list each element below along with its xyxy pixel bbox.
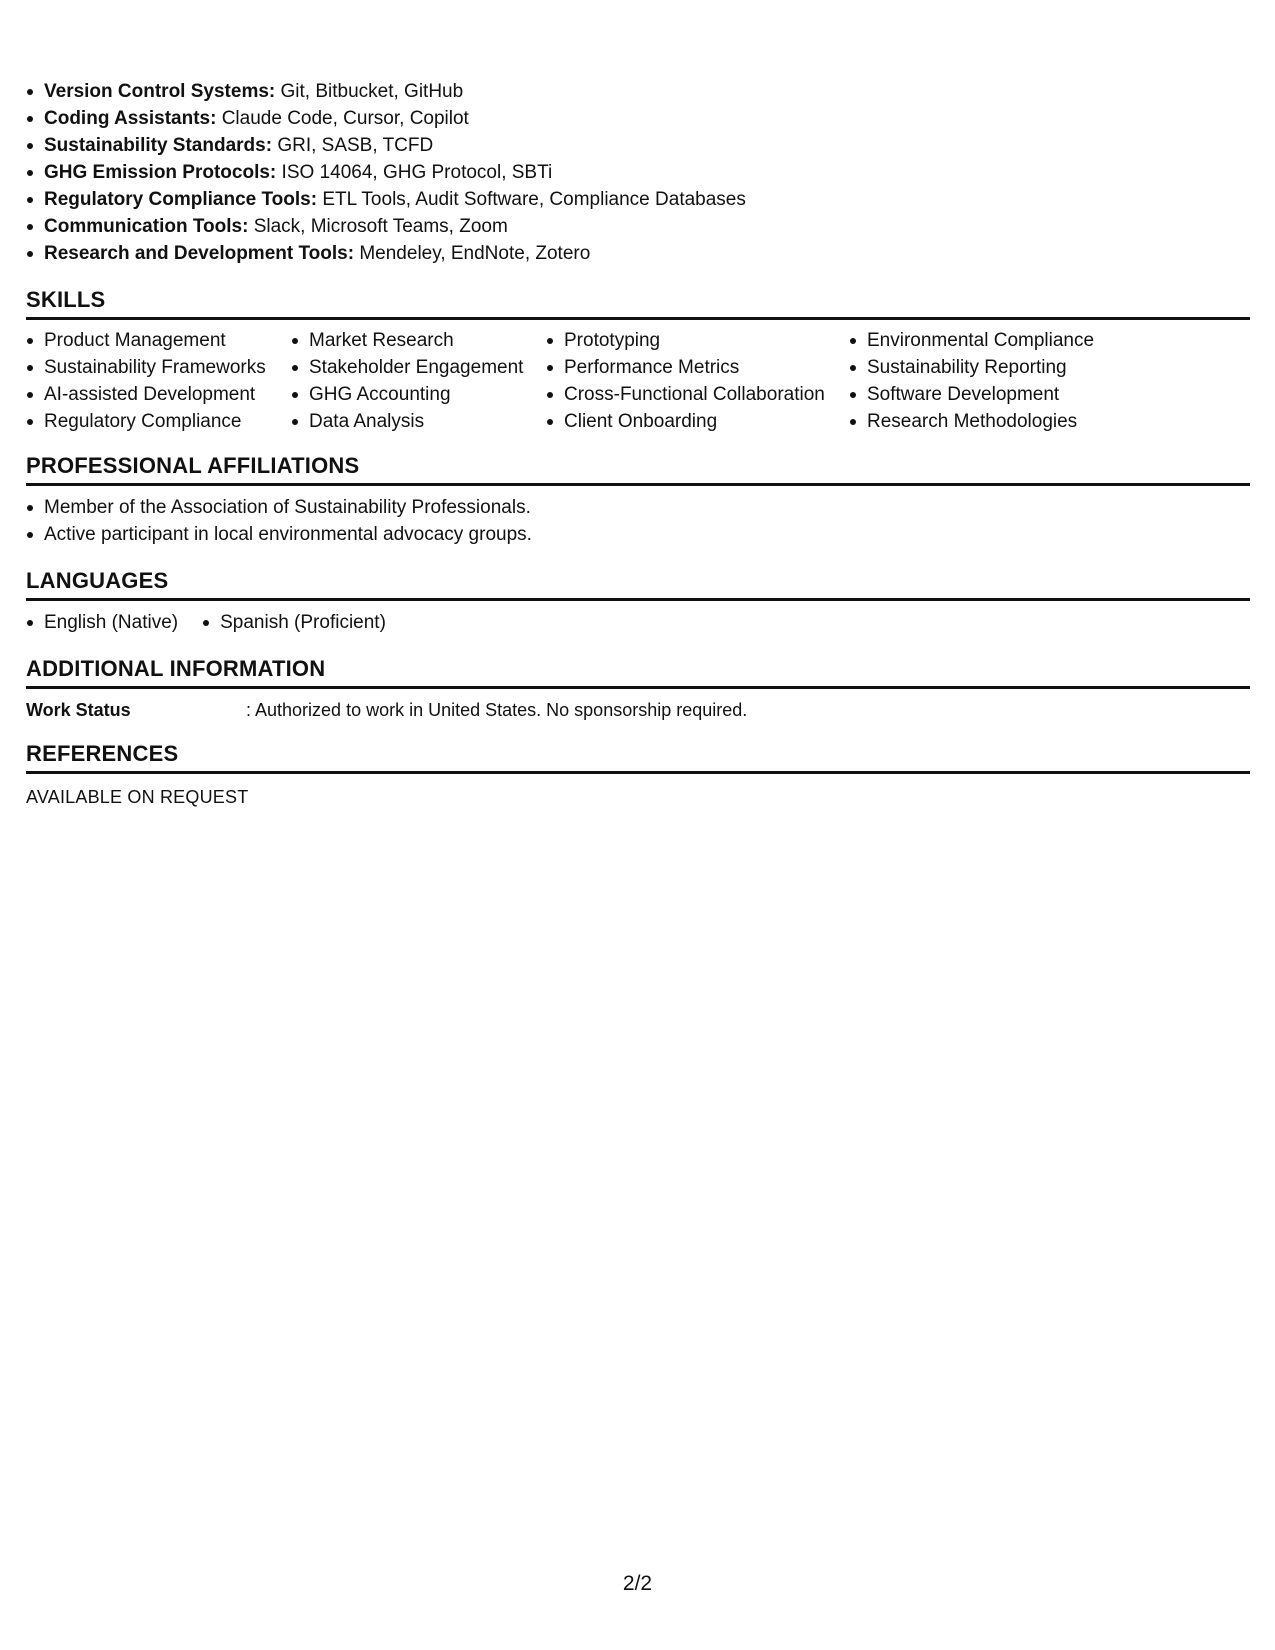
- section-title: LANGUAGES: [26, 568, 1250, 601]
- page-number: 2/2: [622, 1572, 653, 1595]
- tool-label: Research and Development Tools:: [44, 243, 355, 264]
- list-item: [26, 213, 1250, 240]
- skill-item: Regulatory Compliance: [26, 408, 291, 435]
- skill-item: Software Development: [849, 381, 1149, 408]
- resume-page: [26, 78, 1250, 810]
- list-item: [26, 186, 1250, 213]
- skill-item: Environmental Compliance: [849, 327, 1149, 354]
- list-item: [26, 240, 1250, 267]
- languages-list: [26, 609, 1250, 636]
- work-status-label: Work Status: [26, 700, 131, 720]
- languages-section: [26, 568, 1250, 636]
- skill-item: Cross-Functional Collaboration: [546, 381, 849, 408]
- work-status-value: : Authorized to work in United States. No sponsorship required.: [246, 700, 748, 720]
- skills-column: [291, 327, 546, 435]
- tool-value: ETL Tools, Audit Software, Compliance Databases: [322, 189, 746, 210]
- skill-item: Product Management: [26, 327, 291, 354]
- tools-list: [26, 78, 1250, 267]
- skills-column: [546, 327, 849, 435]
- skill-item: Stakeholder Engagement: [291, 354, 546, 381]
- section-title: REFERENCES: [26, 741, 1250, 774]
- additional-info-section: [26, 656, 1250, 723]
- tool-value: GRI, SASB, TCFD: [277, 135, 434, 156]
- skills-grid: [26, 327, 1250, 435]
- skill-item: Client Onboarding: [546, 408, 849, 435]
- tool-value: ISO 14064, GHG Protocol, SBTi: [281, 162, 553, 183]
- references-section: [26, 741, 1250, 810]
- list-item: [26, 78, 1250, 105]
- skill-item: Prototyping: [546, 327, 849, 354]
- tool-value: Claude Code, Cursor, Copilot: [221, 108, 469, 129]
- section-title: SKILLS: [26, 287, 1250, 320]
- language-item: Spanish (Proficient): [202, 609, 386, 636]
- skill-item: Data Analysis: [291, 408, 546, 435]
- language-item: English (Native): [26, 609, 178, 636]
- tool-label: Communication Tools:: [44, 216, 249, 237]
- skill-item: Performance Metrics: [546, 354, 849, 381]
- tool-label: GHG Emission Protocols:: [44, 162, 277, 183]
- tool-value: Git, Bitbucket, GitHub: [280, 81, 464, 102]
- skill-item: Research Methodologies: [849, 408, 1149, 435]
- affiliations-list: [26, 494, 1250, 548]
- list-item: Active participant in local environmental advocacy groups.: [26, 521, 1250, 548]
- tool-label: Regulatory Compliance Tools:: [44, 189, 318, 210]
- tool-value: Mendeley, EndNote, Zotero: [359, 243, 591, 264]
- list-item: [26, 105, 1250, 132]
- list-item: Member of the Association of Sustainability Professionals.: [26, 494, 1250, 521]
- skill-item: Sustainability Frameworks: [26, 354, 291, 381]
- work-status-row: [26, 697, 1250, 723]
- list-item: [26, 159, 1250, 186]
- affiliations-section: [26, 453, 1250, 548]
- tool-label: Version Control Systems:: [44, 81, 276, 102]
- list-item: [26, 132, 1250, 159]
- section-title: ADDITIONAL INFORMATION: [26, 656, 1250, 689]
- tool-label: Sustainability Standards:: [44, 135, 273, 156]
- skill-item: GHG Accounting: [291, 381, 546, 408]
- skills-section: [26, 287, 1250, 435]
- references-text: AVAILABLE ON REQUEST: [26, 787, 249, 807]
- skill-item: Sustainability Reporting: [849, 354, 1149, 381]
- tool-value: Slack, Microsoft Teams, Zoom: [253, 216, 508, 237]
- section-title: PROFESSIONAL AFFILIATIONS: [26, 453, 1250, 486]
- tool-label: Coding Assistants:: [44, 108, 217, 129]
- skill-item: Market Research: [291, 327, 546, 354]
- skills-column: [26, 327, 291, 435]
- skills-column: [849, 327, 1149, 435]
- skill-item: AI-assisted Development: [26, 381, 291, 408]
